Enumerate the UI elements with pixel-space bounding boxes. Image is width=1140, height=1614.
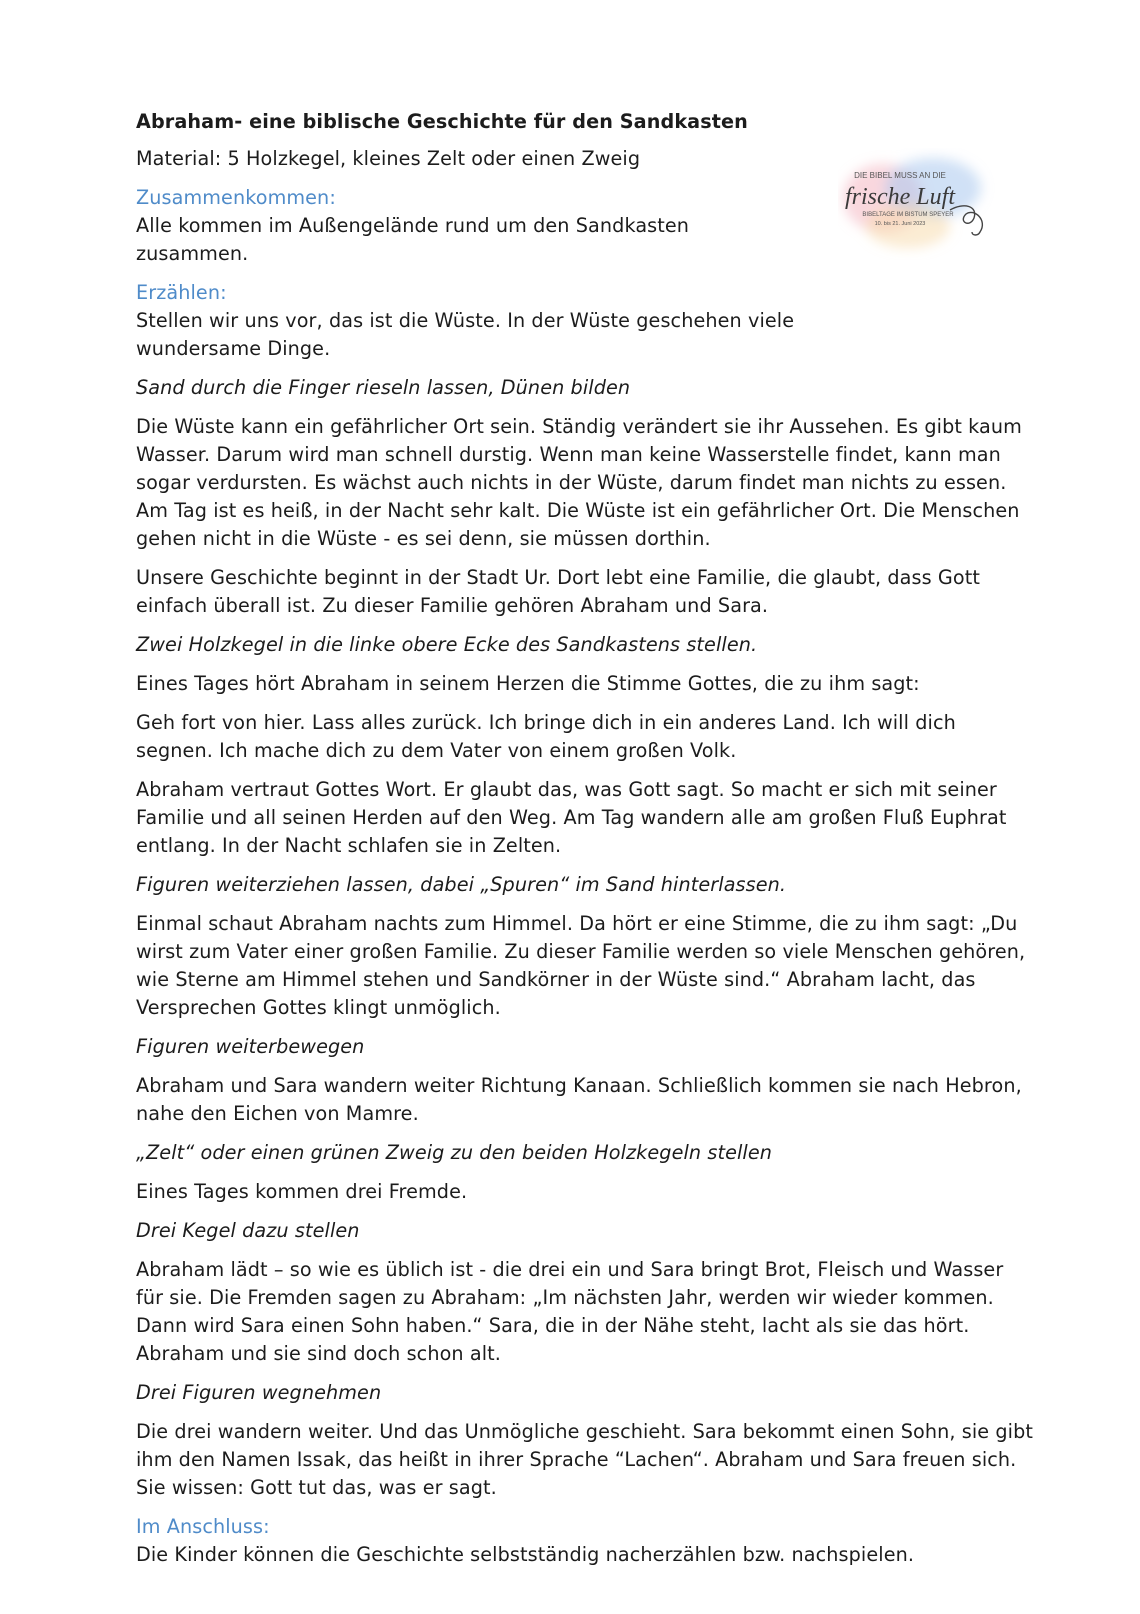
anschluss-heading: Im Anschluss: (136, 1515, 270, 1538)
document-title: Abraham- eine biblische Geschichte für den Sandkasten (136, 110, 748, 133)
story-paragraph: Eines Tages hört Abraham in seinem Herzen die Stimme Gottes, die zu ihm sagt: (136, 672, 920, 695)
material-line: Material: 5 Holzkegel, kleines Zelt oder einen Zweig (136, 147, 641, 170)
zusammenkommen-heading: Zusammenkommen: (136, 186, 336, 209)
instruction-paragraph: Figuren weiterbewegen (136, 1035, 365, 1058)
instruction-paragraph: Zwei Holzkegel in die linke obere Ecke des Sandkastens stellen. (136, 633, 758, 656)
story-paragraph: Abraham und Sara wandern weiter Richtung Kanaan. Schließlich kommen sie nach Hebron, nahe den Eichen von Mamre. (136, 1074, 1022, 1125)
logo-line4: 10. bis 21. Juni 2023 (874, 221, 926, 227)
instruction-paragraph: „Zelt“ oder einen grünen Zweig zu den beiden Holzkegeln stellen (136, 1141, 773, 1164)
story-paragraph: Abraham lädt – so wie es üblich ist - die drei ein und Sara bringt Brot, Fleisch und Wasser für sie. Die Fremden sagen zu Abraham: „Im nächsten Jahr, werden wir wieder kommen. Dann wird Sara einen Sohn haben.“ Sara, die in der Nähe steht, lacht als sie das hört. Abraham und sie sind doch schon alt. (136, 1258, 1004, 1365)
story-paragraph: Abraham vertraut Gottes Wort. Er glaubt das, was Gott sagt. So macht er sich mit seiner Familie und all seinen Herden auf den Weg. Am Tag wandern alle am großen Fluß Euphrat entlang. In der Nacht schlafen sie in Zelten. (136, 778, 1007, 857)
erzaehlen-text: Stellen wir uns vor, das ist die Wüste. In der Wüste geschehen viele wundersame Dinge. (136, 309, 795, 360)
story-paragraph: Geh fort von hier. Lass alles zurück. Ich bringe dich in ein anderes Land. Ich will dich segnen. Ich mache dich zu dem Vater von einem großen Volk. (136, 711, 956, 762)
story-paragraph: Eines Tages kommen drei Fremde. (136, 1180, 468, 1203)
instruction-paragraph: Drei Kegel dazu stellen (136, 1219, 360, 1242)
logo-line2: frische Luft (844, 184, 956, 210)
story-paragraph: Die drei wandern weiter. Und das Unmögliche geschieht. Sara bekommt einen Sohn, sie gibt ihm den Namen Issak, das heißt in ihrer Sprache “Lachen“. Abraham und Sara freuen sich. Sie wissen: Gott tut das, was er sagt. (136, 1420, 1033, 1499)
logo-line3: BIBELTAGE IM BISTUM SPEYER (862, 212, 954, 218)
instruction-paragraph: Sand durch die Finger rieseln lassen, Dünen bilden (136, 376, 631, 399)
zusammenkommen-text: Alle kommen im Außengelände rund um den Sandkasten zusammen. (136, 214, 690, 265)
story-paragraphs (136, 374, 1036, 1502)
instruction-paragraph: Drei Figuren wegnehmen (136, 1381, 382, 1404)
story-paragraph: Die Wüste kann ein gefährlicher Ort sein. Ständig verändert sie ihr Aussehen. Es gibt kaum Wasser. Darum wird man schnell durstig. Wenn man keine Wasserstelle findet, kann man sogar verdursten. Es wächst auch nichts in der Wüste, darum findet man nichts zu essen. Am Tag ist es heiß, in der Nacht sehr kalt. Die Wüste ist ein gefährlicher Ort. Die Menschen gehen nicht in die Wüste - es sei denn, sie müssen dorthin. (136, 415, 1022, 550)
story-paragraph: Einmal schaut Abraham nachts zum Himmel. Da hört er eine Stimme, die zu ihm sagt: „Du wirst zum Vater einer großen Familie. Zu dieser Familie werden so viele Menschen gehören, wie Sterne am Himmel stehen und Sandkörner in der Wüste sind.“ Abraham lacht, das Versprechen Gottes klingt unmöglich. (136, 912, 1026, 1019)
story-paragraph: Unsere Geschichte beginnt in der Stadt Ur. Dort lebt eine Familie, die glaubt, dass Gott einfach überall ist. Zu dieser Familie gehören Abraham und Sara. (136, 566, 980, 617)
anschluss-text: Die Kinder können die Geschichte selbstständig nacherzählen bzw. nachspielen. (136, 1543, 915, 1566)
logo-line1: DIE BIBEL MUSS AN DIE (854, 171, 946, 180)
document-body (136, 108, 1036, 1580)
erzaehlen-heading: Erzählen: (136, 281, 227, 304)
instruction-paragraph: Figuren weiterziehen lassen, dabei „Spuren“ im Sand hinterlassen. (136, 873, 787, 896)
